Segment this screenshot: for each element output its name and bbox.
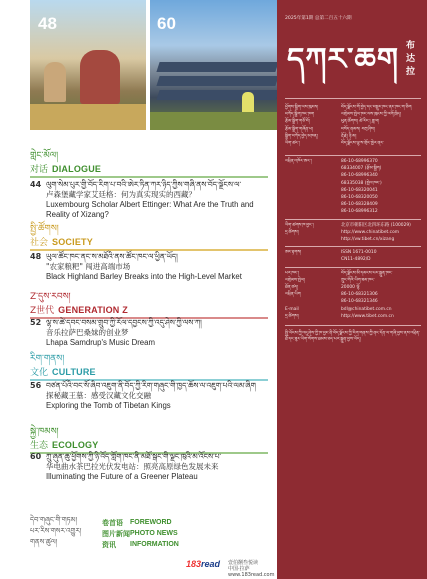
barley-field [30,104,146,130]
entry-tibetan-title: ལྷ་ས་ཚེ་དབང་བསམ་གྲུབ་ཀྱི་རོལ་དབྱངས་ཀྱི་འདུ་ཤེས་ཀྱི་ལས་ཀ། [46,318,202,327]
section-header-generation-z [30,291,268,319]
colophon-value: 20000 ལྷོ [341,285,360,290]
entry-chinese-title: 探秘藏王墓：感受汉藏文化交融 [46,391,151,400]
entry-page-number: 44 [30,180,42,189]
colophon-row [285,314,423,320]
colophon-row [285,202,423,208]
section-tibetan-title: སྤྱི་ཚོགས། [30,224,59,234]
entry-chinese-title: 华电曲水茶巴拉光伏发电站：照亮高原绿色发展未来 [46,462,219,471]
colophon-row [285,105,423,111]
logo-caption [228,560,277,578]
section-tibetan-title: གླེང་མོལ། [30,151,59,161]
colophon-key [285,209,341,215]
colophon-value: 86-10-68321306 [341,292,378,298]
colophon-value: ཀྲུང་གོའི་ཡིག་ཟམ་ཁང་ [341,277,375,283]
section-english-title: ECOLOGY [52,439,99,450]
section-header-ecology [30,426,268,454]
colophon-value: 86-10-68328409 [341,202,378,208]
logo-word: read [201,559,221,569]
colophon-key [285,237,341,243]
barley-harvest-photo[interactable] [30,0,146,130]
section-english-title: DIALOGUE [52,163,102,174]
section-header-culture [30,353,268,381]
colophon-key: འཕྲིན་འཁོར་ཨང་། [285,159,312,164]
masthead-chinese-title: 布达拉 [406,41,416,77]
grass-ground [150,112,277,130]
colophon-key [285,202,341,208]
column-english-label: INFORMATION [130,541,179,548]
colophon-value: 86-10-68996340 [341,173,378,179]
cover-photos [30,0,277,130]
masthead-tibetan-title: དཀར་ཆག [287,42,399,77]
colophon-key: འཕྲིན་ཡིག [285,292,301,298]
entry-page-number: 56 [30,381,42,390]
colophon-row [285,141,423,147]
colophon-row [285,181,423,187]
entry-chinese-title: 音乐拉萨巴桑妹的创业梦 [46,328,129,337]
colophon-divider [285,219,421,220]
colophon-row [285,159,423,165]
colophon-row [285,195,423,201]
colophon-value: http://www.tibet.com.cn [341,313,394,319]
issue-line: 2025年第1期 总第二百五十六期 [285,16,352,21]
photo-page-number: 48 [38,14,57,33]
contents-entry[interactable] [30,381,270,411]
entry-english-title: Luxembourg Scholar Albert Ettinger: What Are the Truth and Reality of Xizang? [46,200,254,219]
colophon-key: ཡིག་ཚང་། [285,141,300,146]
column-chinese-label: 资讯 [102,540,116,549]
section-chinese-title: Z世代 [30,306,55,316]
solar-power-station-photo[interactable] [150,0,277,130]
colophon-key: ཡིག་ཚགས་ཁ་བྱང་། [285,222,314,228]
column-tibetan-label: གནས་ཚུལ། [30,538,58,546]
entry-chinese-title: 卢森堡藏学家艾廷格：何为真实现实的西藏？ [46,190,196,199]
colophon-row [285,307,423,313]
colophon-value: 北京市朝阳区北四环东路 (100029) [341,222,411,228]
section-chinese-title: 对话 [30,165,49,175]
colophon-row [285,166,423,172]
colophon-row [285,188,423,194]
colophon-key: ཐོན་ཚད། [285,285,299,290]
logo-caption-line: 中国·拉萨 www.183read.com [228,566,275,578]
colophon-value: བོད་ལྗོངས་མི་དམངས་པར་སྐྲུན་ཁང་ [341,270,393,276]
section-tibetan-title: Z་དུས་རབས། [30,292,71,302]
column-chinese-label: 卷首语 [102,518,123,527]
colophon-key [285,173,341,179]
colophon-value: http://www.chinatibet.com [341,229,400,235]
colophon-value: བསོད་ནམས། བཀྲ་ཤིས། [341,126,375,132]
colophon-divider [285,155,421,156]
farmer-figure [44,62,66,102]
column-link-information[interactable] [30,539,270,550]
section-tibetan-title: སྐྱེ་ཁམས། [30,427,59,437]
colophon-key [285,195,341,201]
colophon-value: http://vw.tibet.cn/xizang [341,237,395,242]
colophon-row [285,173,423,179]
colophon-row [285,134,423,140]
entry-chinese-title: "农家粮粑" 闯进高端市场 [46,262,131,271]
colophon-value: བོད་ལྗོངས་ལྷ་ས་གྲོང་ཁྱེར་ནང་ [341,141,384,146]
colophon-key: པར་ཁང་། [285,270,299,276]
colophon-key: E-mail [285,306,299,312]
colophon-key: ཨང་རྟགས། [285,250,302,256]
entry-tibetan-title: ལུག་སེམ་པུར་གྱི་བོད་རིག་པ་བའི་ཨེར་ཏིན་ཀར་ཉིད་ཀྱིས་གཞི་ནས་བོད་ལྗོངས་ལ་ [46,180,242,189]
colophon-value: 86-10-68321346 [341,299,378,305]
colophon-key: འགྲེམས་སྤེལ། [285,277,305,283]
entry-english-title: Lhapa Samdrup's Music Dream [46,338,155,347]
section-divider [30,249,268,251]
column-tibetan-label: པར་རིས་གསར་འགྱུར། [30,527,82,535]
colophon-row [285,250,423,256]
column-chinese-label: 图片新闻 [102,529,130,538]
entry-english-title: Illuminating the Future of a Greener Plateau [46,472,198,481]
colophon-row [285,285,423,291]
contents-entry[interactable] [30,252,270,282]
column-english-label: FOREWORD [130,519,172,526]
colophon-row [285,299,423,305]
solar-panel-row [156,90,277,100]
logo-number: 183 [186,559,202,569]
colophon-row [285,119,423,125]
183read-logo[interactable] [186,559,220,569]
entry-tibetan-title: ཀྲུ་ཞུན་ཆུ་ཕྱོགས་ཀྱི་ཉི་འོད་གློག་ཁང་ནི་མཐོ་སྒང་གི་ལྗང་ཁུའི་མ་འོངས་པ་ [46,452,222,461]
colophon-value: bdl@chinatibet.com.cn [341,306,392,312]
logo-caption-line: 壹伯捌叁悦读 [228,560,259,566]
colophon-row [285,292,423,298]
section-english-title: GENERATION Z [58,304,128,315]
colophon-note: སྤྱི་ཡོངས་ཀྱི་འདུ་ཤེས་ཀྱི་ཁ་བྱང་ནི་བོད་ལྗོངས་ཀྱི་རིག་གནས་ཀྱི་ནང་དོན་ལ་གཞི་བྱས་ནས་འཕྲིན་ཐོ་དང་ཟུར་ཡིག་སོགས་ཐམས་ཅད་པར་སྐྲུན་བྱས་ཡོད། [285,331,420,342]
masthead-panel [277,0,427,579]
colophon-row [285,112,423,118]
colophon-divider [285,246,421,247]
colophon-value: ཕུན་ཚོགས། ཚེ་རིང་། ཟླ་བ། [341,119,380,125]
section-chinese-title: 文化 [30,368,49,378]
colophon-row [285,223,423,229]
colophon-key: རྩོམ་སྒྲིག་གཞོན་པ། [285,126,313,132]
contents-entry[interactable] [30,180,270,220]
colophon-row [285,278,423,284]
colophon-row [285,237,423,243]
section-tibetan-title: རིག་གནས། [30,354,65,364]
colophon-key: རྩོམ་སྒྲིག་གཙོ་བོ། [285,119,310,125]
colophon-key: བཀོད་སྒྲིག་ཁང་ཁག [285,112,315,118]
colophon-value: 86-10-68996312 [341,209,378,215]
colophon-divider [285,325,421,326]
colophon-key: དྲ་ཚིགས། [285,313,299,319]
colophon-value: འགྲེམས་སྤེལ་ཁང་ལས་ཁུངས་ཀྱི་འགོ་ཁྲིད། [341,112,401,118]
colophon-key: ཕྱོགས་སྒྲིག་ལས་ཁུངས། [285,105,319,110]
colophon-value: 68335038 (སྤེལ་ཁང་) [341,180,382,186]
colophon-value: CN11-4892/D [341,257,371,263]
colophon-value: 86-10-68996370 [341,159,378,164]
farmer-figure [80,50,120,104]
contents-entry[interactable] [30,452,270,482]
colophon-key [285,181,341,187]
photo-page-number: 60 [157,14,176,33]
section-english-title: CULTURE [52,366,96,377]
column-english-label: PHOTO NEWS [130,530,178,537]
solar-panel-row [156,76,277,86]
solar-panel-row [156,62,277,72]
colophon-value: རྡོ་རྗེ། ཉི་མ། [341,133,357,139]
colophon-key [285,188,341,194]
colophon-value: བོད་ལྗོངས་གོ་བྱེད་དང་བསྡུར་ཁང་ནང་ཁང་ག་ཅིག [341,105,412,110]
colophon-value: 86-10-68320041 [341,187,378,193]
colophon-key [285,166,341,172]
entry-english-title: Black Highland Barley Breaks into the High-Level Market [46,272,242,281]
entry-page-number: 52 [30,318,42,327]
entry-tibetan-title: ཡུལ་ཚོང་ཁང་ནང་ས་མཐོའི་ནས་ཚོང་ཁང་ལ་ཕྱིན་ཡོད། [46,252,178,261]
colophon-key: སྒྲིག་བཀོད་བྱེད་མཁན། [285,133,318,139]
entry-page-number: 48 [30,252,42,261]
colophon-value: 86-10-68320050 [341,195,378,200]
contents-entry[interactable] [30,318,270,348]
colophon-row [285,127,423,133]
colophon-key [285,299,341,305]
section-header-dialogue [30,150,268,178]
section-header-society [30,223,268,251]
entry-english-title: Exploring the Tomb of Tibetan Kings [46,401,171,410]
colophon-value: ISSN 1671-0010 [341,250,377,256]
section-divider [30,176,268,178]
section-english-title: SOCIETY [52,236,93,247]
entry-page-number: 60 [30,452,42,461]
colophon-row [285,271,423,277]
section-chinese-title: 生态 [30,441,49,451]
regular-columns-list [30,517,270,557]
colophon-row [285,230,423,236]
section-chinese-title: 社会 [30,238,49,248]
colophon-divider [285,267,421,268]
masthead-divider [285,98,421,99]
column-tibetan-label: དེབ་གཞུང་གི་གཏམ། [30,516,78,524]
colophon-key: དྲ་ཚིགས། [285,229,299,235]
colophon-key [285,257,341,263]
colophon-row [285,257,423,263]
colophon-row [285,209,423,215]
colophon-value: 68334007 (རྩོམ་སྒྲིག) [341,166,382,172]
entry-tibetan-title: བཙན་པོའི་བང་སོ་ཞིབ་འཇུག་ནི་བོད་ཀྱི་རིག་གཞུང་གི་ཁྱད་ཆོས་ལ་འཇུག་པའི་ལམ་ཞིག [46,381,256,390]
